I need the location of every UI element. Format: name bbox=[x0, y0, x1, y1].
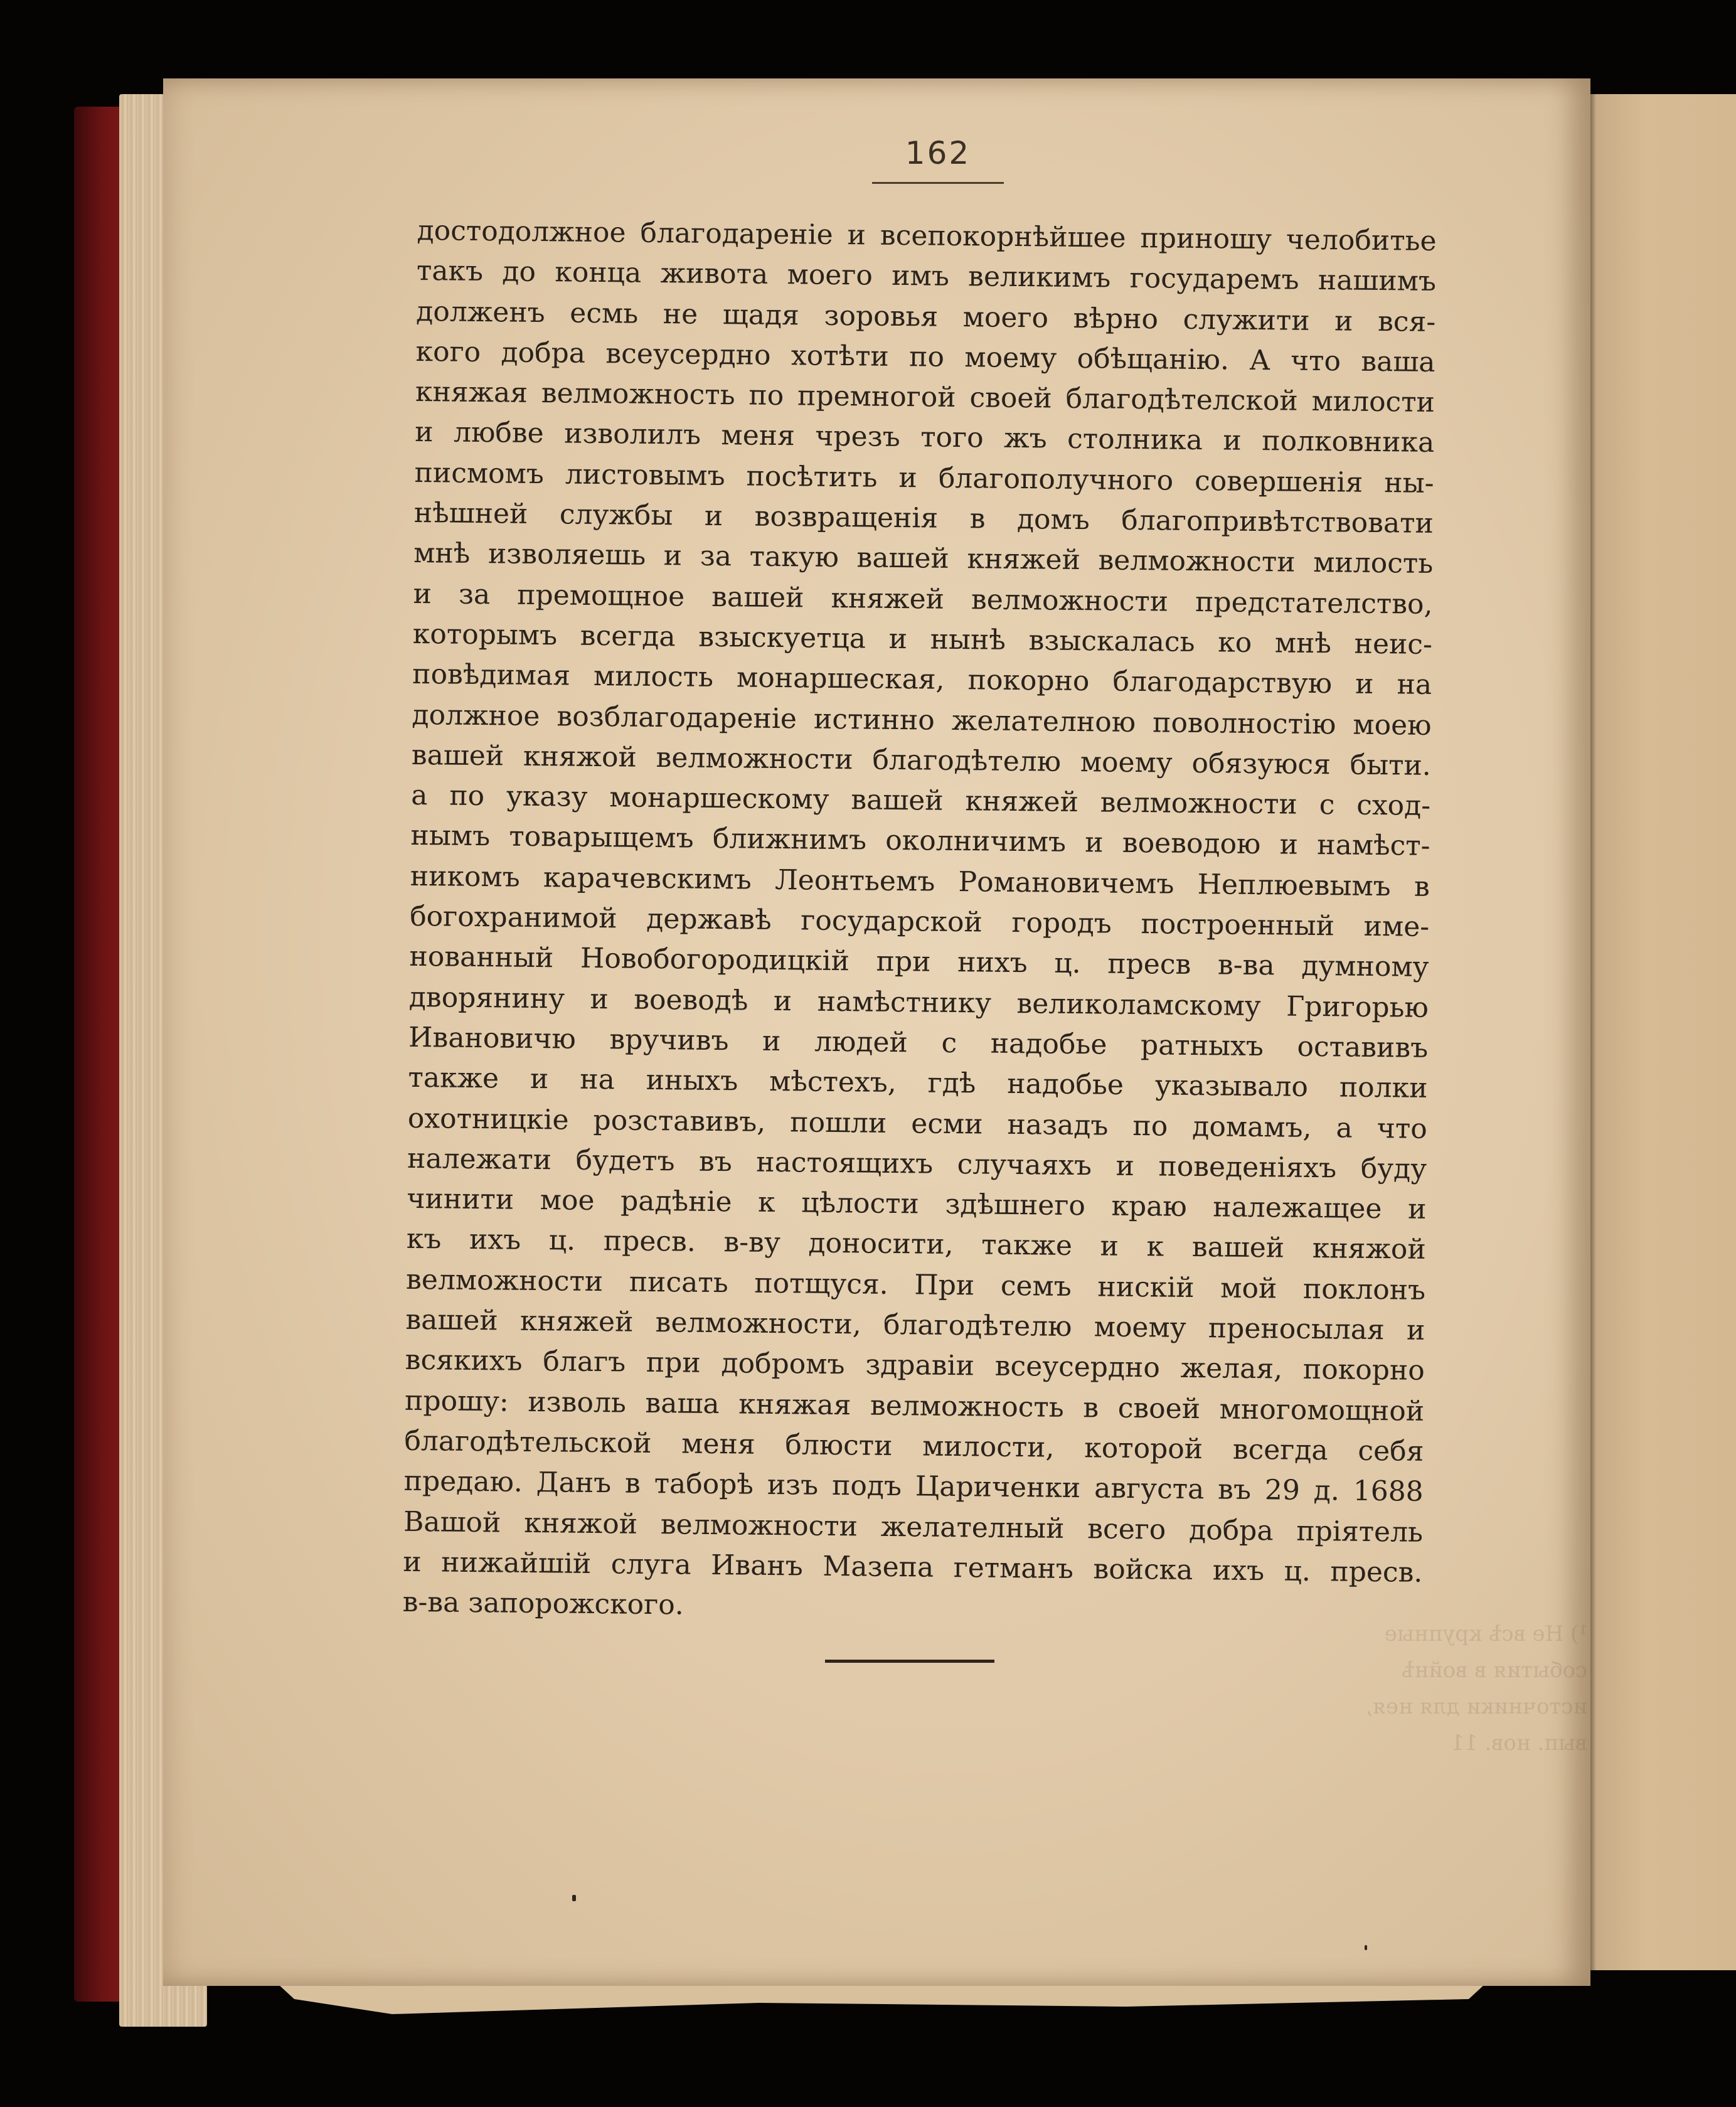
text-line: а по указу монаршескому вашей княжей велможности с сход- bbox=[410, 779, 1431, 823]
text-line: нованный Новобогородицкій при нихъ ц. пресв в-ва думному bbox=[409, 941, 1429, 984]
text-line: княжая велможность по премногой своей благодѣтелской милости bbox=[415, 376, 1435, 419]
text-line: достодолжное благодареніе и всепокорнѣйшее приношу челобитье bbox=[417, 214, 1437, 258]
end-rule bbox=[825, 1660, 994, 1663]
letter-body-text bbox=[402, 211, 1436, 1633]
text-line: предаю. Данъ в таборѣ изъ подъ Цариченки августа въ 29 д. 1688 bbox=[403, 1465, 1424, 1508]
text-line: Вашой княжой велможности желателный всего добра пріятель bbox=[403, 1505, 1424, 1549]
text-line: которымъ всегда взыскуетца и нынѣ взыскалась ко мнѣ неис- bbox=[412, 617, 1433, 661]
text-line: вашей княжой велможности благодѣтелю моему обязуюся быти. bbox=[411, 739, 1432, 782]
text-line: Ивановичю вручивъ и людей с надобье ратныхъ оставивъ bbox=[408, 1021, 1429, 1064]
text-line: нѣшней службы и возвращенія в домъ благопривѣтствовати bbox=[413, 497, 1434, 540]
text-line: и нижайшій слуга Иванъ Мазепа гетманъ войска ихъ ц. пресв. bbox=[403, 1545, 1423, 1589]
bleed-line: ¹) Не всѣ крупные события в войнѣ bbox=[1384, 1621, 1587, 1683]
text-line: повѣдимая милость монаршеская, покорно благодарствую и на bbox=[412, 658, 1432, 701]
text-line: чинити мое радѣніе к цѣлости здѣшнего краю належащее и bbox=[407, 1183, 1427, 1226]
facing-page-bleed-through bbox=[1361, 1616, 1587, 1761]
page-number: 162 bbox=[905, 135, 971, 171]
bleed-line: источники для нея, вып. нов. 11 bbox=[1365, 1694, 1587, 1756]
text-line: дворянину и воеводѣ и намѣстнику великоламскому Григорью bbox=[408, 981, 1429, 1024]
text-line: всякихъ благъ при добромъ здравіи всеусердно желая, покорно bbox=[405, 1344, 1425, 1387]
text-line: мнѣ изволяешь и за такую вашей княжей велможности милость bbox=[413, 537, 1434, 580]
text-line: вашей княжей велможности, благодѣтелю моему преносылая и bbox=[405, 1303, 1425, 1347]
ink-speck bbox=[1365, 1945, 1367, 1950]
text-line: должное возблагодареніе истинно желателною поволностію моею bbox=[412, 698, 1432, 742]
text-line: благодѣтельской меня блюсти милости, которой всегда себя bbox=[404, 1424, 1424, 1468]
text-line: долженъ есмь не щадя зоровья моего вѣрно служити и вся- bbox=[416, 295, 1436, 338]
text-line: належати будетъ въ настоящихъ случаяхъ и поведеніяхъ буду bbox=[407, 1142, 1427, 1185]
page-number-rule bbox=[872, 182, 1004, 184]
text-line: прошу: изволь ваша княжая велможность в своей многомощной bbox=[404, 1384, 1425, 1427]
text-line: кого добра всеусердно хотѣти по моему обѣщанію. А что ваша bbox=[415, 335, 1435, 378]
text-line: велможности писать потщуся. При семъ нискій мой поклонъ bbox=[405, 1263, 1426, 1306]
text-line: охотницкіе розставивъ, пошли есми назадъ по домамъ, а что bbox=[407, 1102, 1428, 1145]
text-line: богохранимой державѣ государской городъ построенный име- bbox=[409, 900, 1430, 944]
text-line: также и на иныхъ мѣстехъ, гдѣ надобье указывало полки bbox=[408, 1062, 1428, 1105]
ink-speck bbox=[572, 1895, 576, 1901]
text-line: и за премощное вашей княжей велможности предстателство, bbox=[413, 577, 1433, 621]
text-line: такъ до конца живота моего имъ великимъ государемъ нашимъ bbox=[416, 255, 1437, 298]
text-line: никомъ карачевскимъ Леонтьемъ Романовичемъ Неплюевымъ в bbox=[410, 860, 1430, 903]
text-line: в-ва запорожского. bbox=[402, 1586, 684, 1621]
text-line: къ ихъ ц. пресв. в-ву доносити, также и к вашей княжой bbox=[406, 1223, 1427, 1266]
text-line: и любве изволилъ меня чрезъ того жъ столника и полковника bbox=[415, 416, 1435, 459]
facing-page bbox=[1587, 94, 1736, 1970]
text-line: нымъ товарыщемъ ближнимъ околничимъ и воеводою и намѣст- bbox=[410, 819, 1430, 863]
text-line: писмомъ листовымъ посѣтить и благополучного совершенія ны- bbox=[414, 456, 1434, 499]
